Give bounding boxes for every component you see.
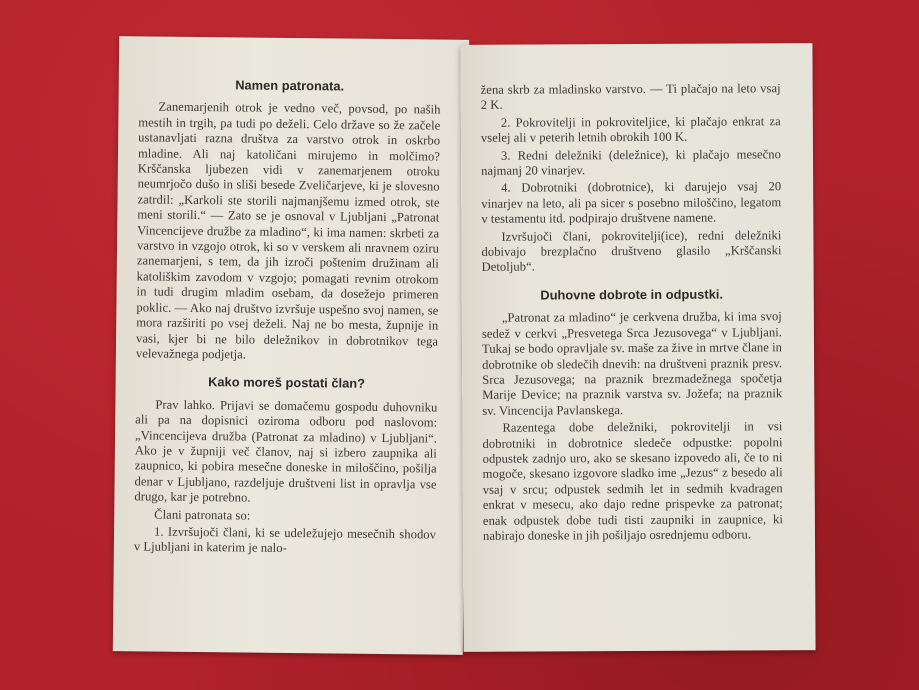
- heading-kako-postati-clan: Kako moreš postati član?: [208, 374, 366, 392]
- leaflet-left-page: [113, 36, 469, 655]
- paragraph: Razentega dobe deležniki, pokrovitelji in vsi dobrotniki in dobrotnice sledeče odpustke: popolni odpustek zadnjo uro, ako se skesano izpovedo ali, če to ni mogoče, skesano izgovore sladko ime „Jezus“ z besedo ali vsaj v srcu; odpustek sedmih let in sedmih kvadragen enkrat v mesecu, ako dajo redne prispevke za patronat; enak odpustek dobe tudi tisti zaupniki in zaupnice, ki nabirajo doneske in jih pošiljajo osrednjemu odboru.: [482, 419, 783, 543]
- paragraph: Člani patronata so:: [154, 507, 251, 523]
- leaflet-right-page: [460, 43, 815, 652]
- paragraph: žena skrb za mladinsko varstvo. — Ti plačajo na leto vsaj 2 K.: [480, 81, 781, 113]
- heading-duhovne-dobrote: Duhovne dobrote in odpustki.: [540, 286, 724, 303]
- heading-namen-patronata: Namen patronata.: [235, 77, 345, 94]
- paragraph: „Patronat za mladino“ je cerkvena družba, ki ima svoj sedež v cerkvi „Presvetega Srca Jezusovega“ v Ljubljani. Tukaj se bodo opravljale sv. maše za žive in mrtve člane in dobrotnike ob sledečih dnevih: na društveni praznik presv. Srca Jezusovega; na praznik brezmadežnega spočetja Marije Device; na praznik varstva sv. Jožefa; na praznik sv. Vincencija Pavlanskega.: [481, 309, 783, 418]
- left-column: [134, 76, 441, 560]
- paragraph: Prav lahko. Prijavi se domačemu gospodu duhovniku ali pa na dopisnici oziroma odboru pod naslovom: „Vincencijeva družba (Patronat za mladino) v Ljubljani“. Ako je v župniji več članov, naj si izbero zaupnika ali zaupnico, ki pobira mesečne doneske in miloščino, pošilja denar v Ljubljano, razdeljuje društveni list in opravlja vse drugo, kar je potrebno.: [134, 397, 438, 505]
- paragraph: 4. Dobrotniki (dobrotnice), ki darujejo vsaj 20 vinarjev na leto, ali pa sicer s posebno miloščino, legatom v testamentu itd. podpirajo društvene namene.: [481, 179, 782, 227]
- paragraph: 3. Redni deležniki (deležnice), ki plačajo mesečno najmanj 20 vinarjev.: [481, 146, 782, 178]
- paragraph: Izvršujoči člani, pokrovitelji(ice), redni deležniki dobivajo brezplačno društveno glasilo „Krščanski Detoljub“.: [481, 227, 782, 275]
- paragraph: Zanemarjenih otrok je vedno več, povsod, po naših mestih in trgih, pa tudi po deželi. Celo države so že začele ustanavljati razna društva za varstvo otrok in oskrbo mladine. Ali naj katoličani mirujemo in molčimo? Krščanska ljubezen vidi v zanemarjenem otroku neumrjočo dušo in sliši besede Zveličarjeve, ki je slovesno zatrdil: „Karkoli ste storili najmanjšemu izmed otrok, ste meni storili.“ — Zato se je osnoval v Ljubljani „Patronat Vincencijeve družbe za mladino“, ki ima namen: skrbeti za varstvo in vzgojo otrok, ki so v verskem ali nravnem oziru zanemarjeni, s tem, da jih izroči poštenim družinam ali katoliškim zavodom v vzgojo; pomagati revnim otrokom in tudi drugim mladim osebam, da dosežejo primeren poklic. — Ako naj društvo izvršuje uspešno svoj namen, se mora razširiti po vsej deželi. Naj ne bo mesta, župnije in vasi, kjer bi ne bilo deležnikov in dobrotnikov tega velevažnega podjetja.: [135, 100, 441, 362]
- paragraph: 1. Izvršujoči člani, ki se udeležujejo mesečnih shodov v Ljubljani in katerim je nalo-: [133, 524, 437, 556]
- paragraph: 2. Pokrovitelji in pokroviteljice, ki plačajo enkrat za vselej ali v peterih letnih obrokih 100 K.: [480, 114, 781, 146]
- right-column: [481, 81, 783, 546]
